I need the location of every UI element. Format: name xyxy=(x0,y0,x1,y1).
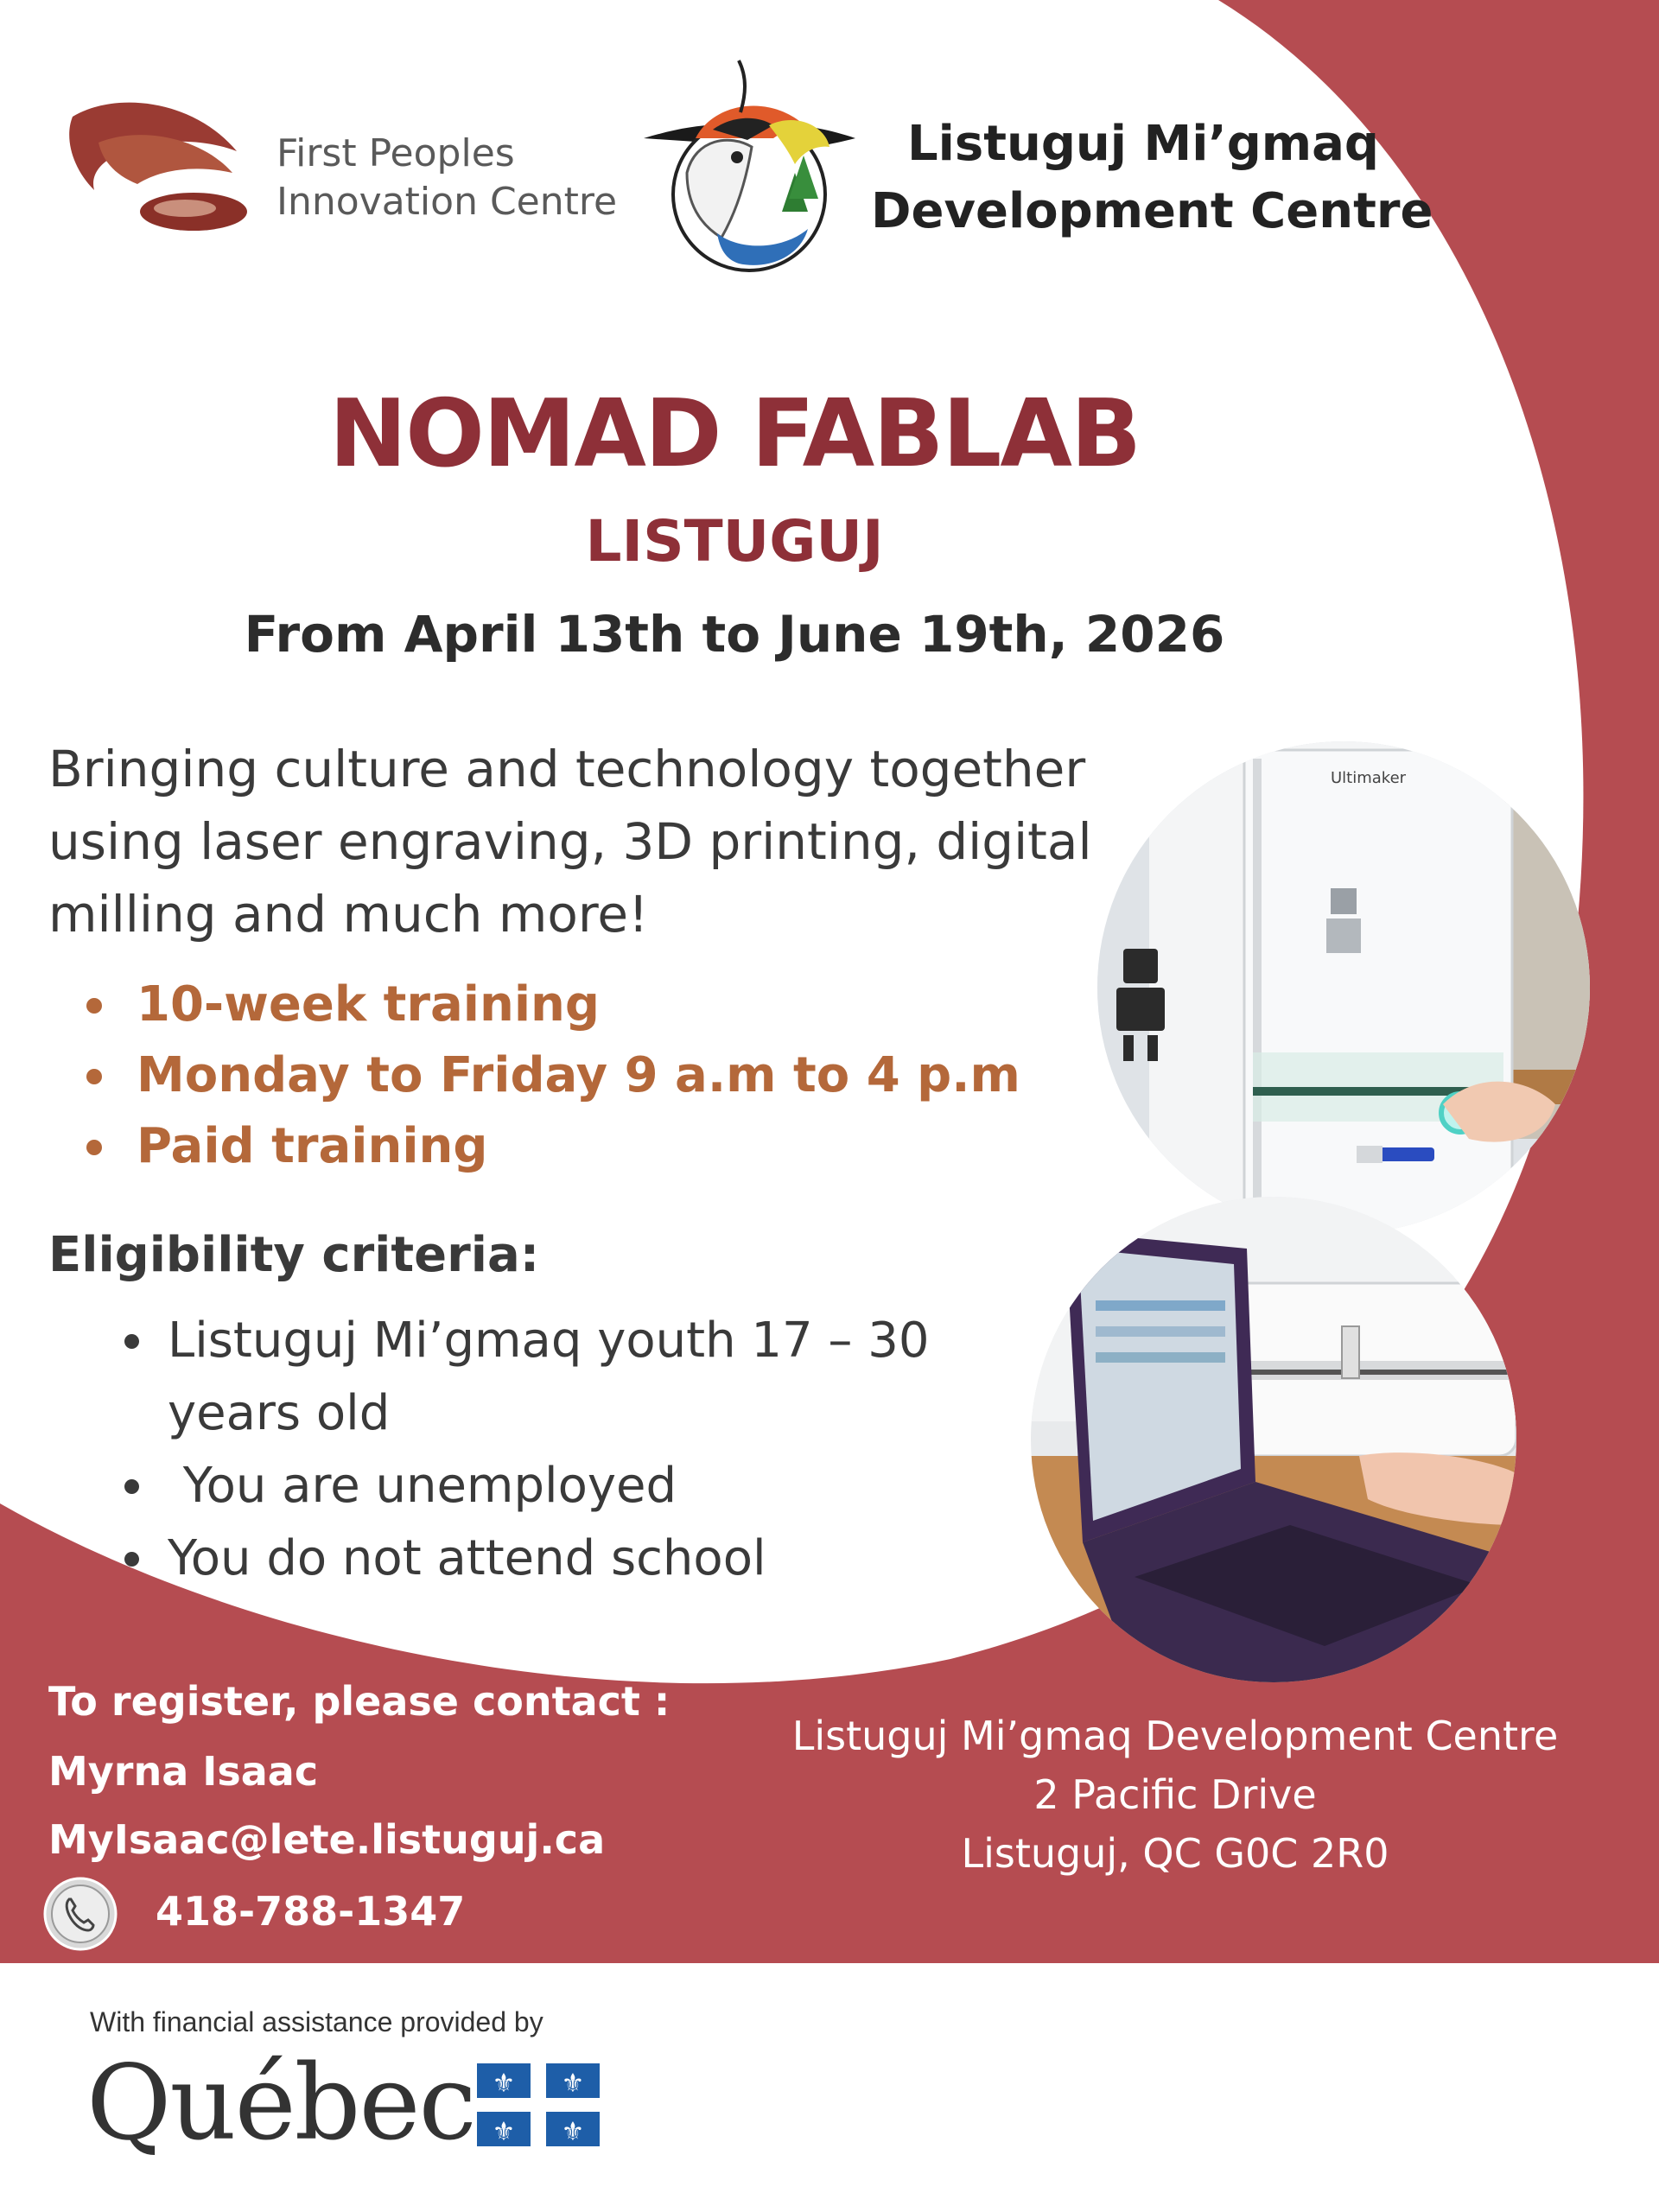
fpic-name-line1: First Peoples xyxy=(276,131,515,175)
address-block xyxy=(743,1707,1607,1883)
highlight-text: Monday to Friday 9 a.m to 4 p.m xyxy=(137,1047,1020,1103)
funding-note: With financial assistance provided by xyxy=(90,2006,543,2037)
fpic-organization-name xyxy=(276,130,617,226)
phone-icon xyxy=(43,1877,118,1951)
highlights-list xyxy=(86,969,1020,1182)
3d-printer-photo xyxy=(1097,741,1590,1234)
contact-name: Myrna Isaac xyxy=(48,1748,319,1795)
address-line3: Listuguj, QC G0C 2R0 xyxy=(961,1830,1389,1877)
lmdc-name-line2: Development Centre xyxy=(871,183,1433,239)
eligibility-title: Eligibility criteria: xyxy=(48,1227,540,1283)
highlight-text: Paid training xyxy=(137,1118,488,1174)
event-intro: Bringing culture and technology together using laser engraving, 3D printing, digital milling and much more! xyxy=(48,740,1092,944)
bullet-icon xyxy=(86,1069,102,1084)
svg-text:⚜: ⚜ xyxy=(561,2117,585,2146)
eligibility-item xyxy=(121,1450,985,1522)
bullet-icon xyxy=(124,1479,139,1494)
lmdc-organization-name xyxy=(871,111,1433,245)
event-title: NOMAD FABLAB xyxy=(328,380,1141,488)
event-dates: From April 13th to June 19th, 2026 xyxy=(244,605,1225,664)
svg-text:⚜: ⚜ xyxy=(492,2069,516,2099)
bullet-icon xyxy=(86,998,102,1014)
bullet-icon xyxy=(124,1334,139,1349)
highlight-item xyxy=(86,1111,1020,1182)
eligibility-text: You are unemployed xyxy=(168,1458,677,1514)
bullet-icon xyxy=(124,1552,139,1567)
highlight-text: 10-week training xyxy=(137,976,600,1033)
eligibility-list xyxy=(121,1305,985,1595)
highlight-item xyxy=(86,1040,1020,1111)
laptop-cutter-illustration xyxy=(1031,1197,1516,1682)
lmdc-name-line1: Listuguj Mi’gmaq xyxy=(907,116,1379,172)
contact-phone[interactable]: 418-788-1347 xyxy=(156,1888,466,1935)
feather-logo-icon xyxy=(64,91,254,246)
svg-text:⚜: ⚜ xyxy=(561,2069,585,2099)
3d-printer-illustration xyxy=(1097,741,1590,1234)
quebec-logo-word: Québec xyxy=(86,2044,475,2164)
fpic-name-line2: Innovation Centre xyxy=(276,180,618,224)
laptop-cutter-photo xyxy=(1031,1197,1516,1682)
bullet-icon xyxy=(86,1140,102,1155)
printer-brand-label: Ultimaker xyxy=(1331,769,1407,787)
eligibility-item xyxy=(121,1522,985,1595)
highlight-item xyxy=(86,969,1020,1040)
event-subtitle: LISTUGUJ xyxy=(585,508,884,575)
address-line1: Listuguj Mi’gmaq Development Centre xyxy=(791,1713,1559,1759)
svg-text:⚜: ⚜ xyxy=(492,2117,516,2146)
eligibility-item xyxy=(121,1305,985,1450)
quebec-flag-icon xyxy=(477,2063,600,2146)
contact-email-link[interactable]: MyIsaac@lete.listuguj.ca xyxy=(48,1816,606,1863)
eligibility-text: Listuguj Mi’gmaq youth 17 – 30 years old xyxy=(168,1313,930,1441)
eagle-logo-icon xyxy=(635,43,864,281)
address-line2: 2 Pacific Drive xyxy=(1033,1771,1317,1818)
register-label: To register, please contact : xyxy=(48,1678,671,1725)
eligibility-text: You do not attend school xyxy=(168,1530,766,1586)
